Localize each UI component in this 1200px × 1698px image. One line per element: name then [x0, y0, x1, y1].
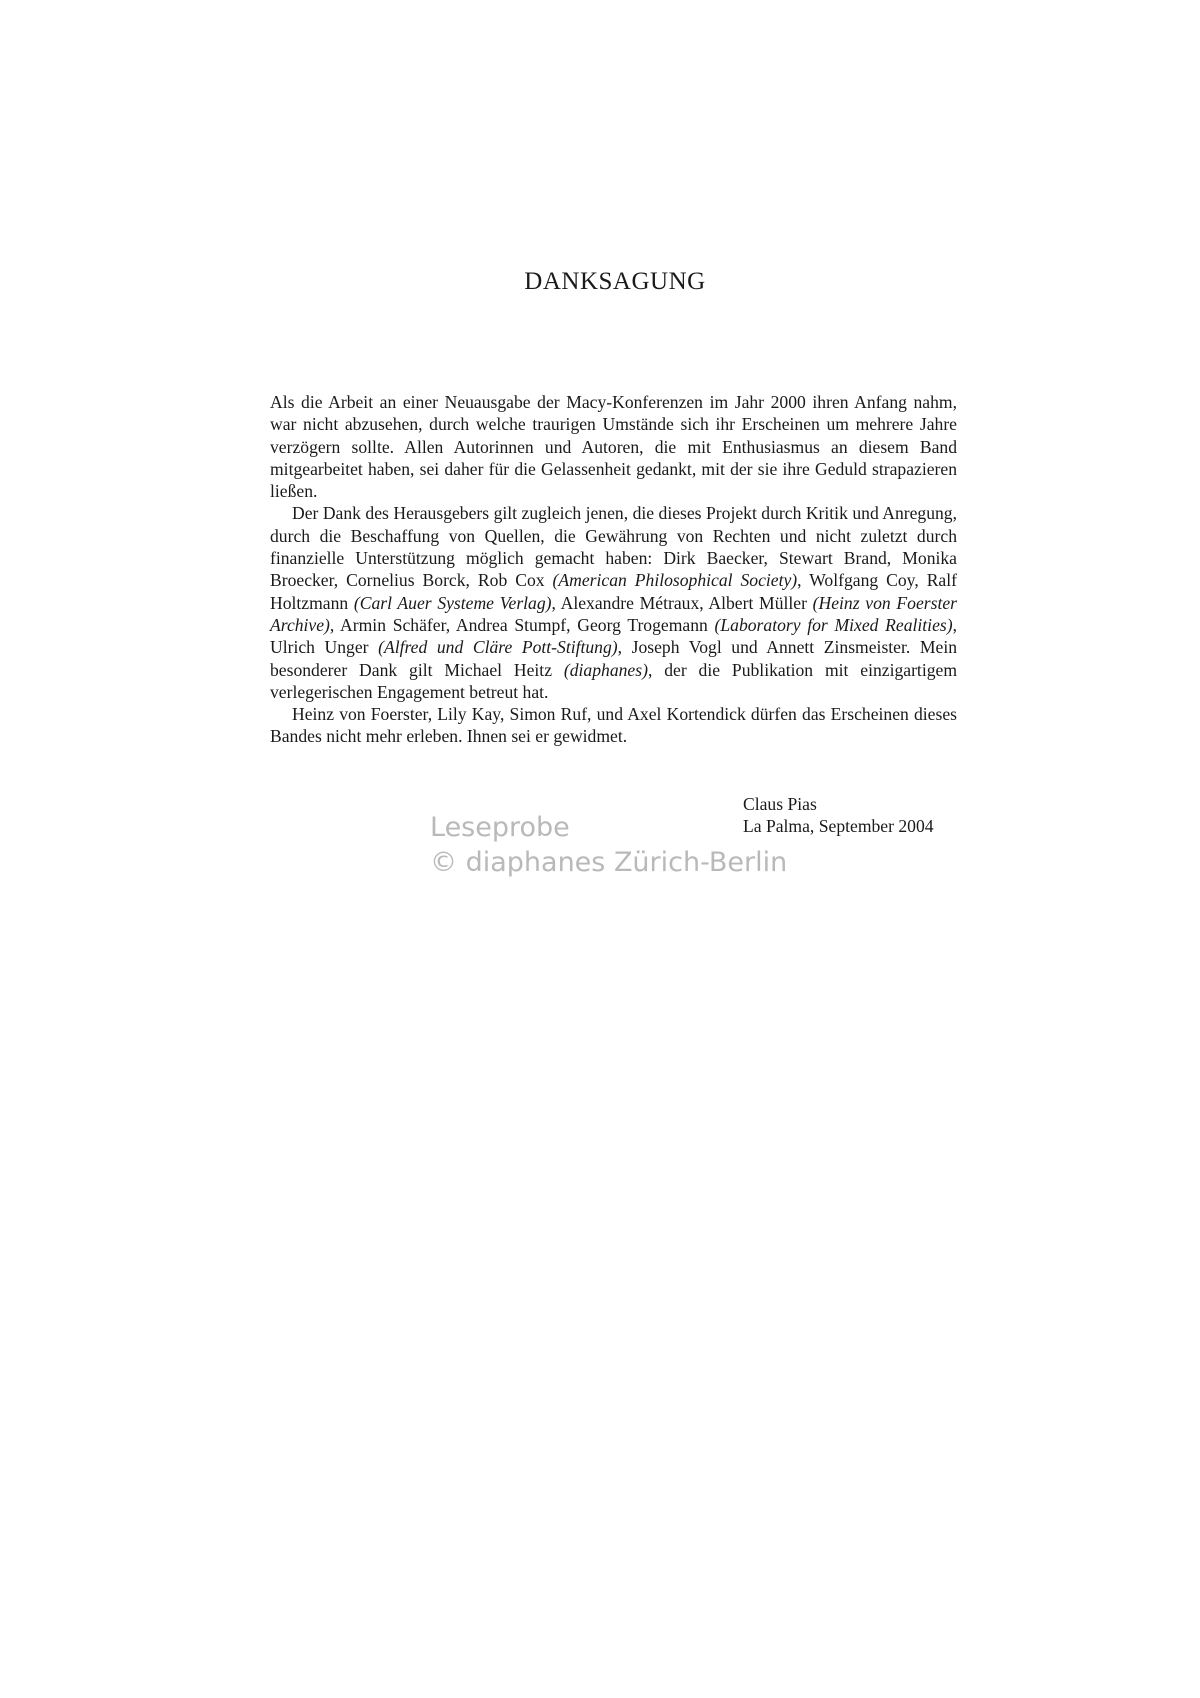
paragraph-acknowledgements [270, 502, 957, 703]
page-title: DANKSAGUNG [524, 268, 706, 295]
institution-name: (American Philosophical Society) [552, 570, 798, 591]
paragraph-text: , Ulrich Unger [270, 614, 957, 658]
paragraph-text: Der Dank des Herausgebers gilt zugleich jenen, die dieses Projekt durch Kritik und Anregung, durch die Beschaffung von Quellen, die Gewährung von Rechten und nicht zuletzt durch finanzielle Unterstützung möglich gemacht haben: Dirk Baecker, Stewart Brand, Monika Broecker, Cornelius Borck, Rob Cox [270, 503, 957, 591]
paragraph-text: , der die Publikation mit einzigartigem verlegerischen Engagement betreut hat. [270, 659, 957, 702]
watermark-line-2: © diaphanes Zürich-Berlin [430, 847, 788, 878]
paragraph-text: , Joseph Vogl und Annett Zinsmeister. Mein besonderer Dank gilt Michael Heitz [270, 637, 957, 680]
signature-name: Claus Pias [743, 794, 817, 814]
signature-place-date: La Palma, September 2004 [743, 816, 934, 837]
institution-name: (Laboratory for Mixed Realities) [714, 614, 953, 635]
paragraph-text: , Wolfgang Coy, Ralf Holtzmann [270, 570, 957, 613]
paragraph-text: , Alexandre Métraux, Albert Müller [551, 592, 813, 613]
watermark [430, 810, 787, 880]
institution-name: (diaphanes) [563, 659, 648, 680]
paragraph-intro: Als die Arbeit an einer Neuausgabe der Macy-Konferenzen im Jahr 2000 ihren Anfang nahm, war nicht abzusehen, durch welche traurigen Umstände sich ihr Erscheinen um mehrere Jahre verzögern sollte. Allen Autorinnen und Autoren, die mit Enthusiasmus an diesem Band mitgearbeitet haben, sei daher für die Gelassenheit gedankt, mit der sie ihre Geduld strapazieren ließen. [270, 392, 957, 502]
paragraph-text: , Armin Schäfer, Andrea Stumpf, Georg Trogemann [329, 614, 715, 635]
institution-name: (Heinz von Foerster Archive) [270, 592, 957, 635]
institution-name: (Alfred und Cläre Pott-Stiftung) [378, 637, 618, 658]
body-text [270, 391, 957, 748]
institution-name: (Carl Auer Systeme Verlag) [353, 592, 552, 613]
paragraph-dedication: Heinz von Foerster, Lily Kay, Simon Ruf, und Axel Kortendick dürfen das Erscheinen dieses Bandes nicht mehr erleben. Ihnen sei er gewidmet. [270, 704, 957, 747]
watermark-line-1: Leseprobe [430, 812, 570, 843]
